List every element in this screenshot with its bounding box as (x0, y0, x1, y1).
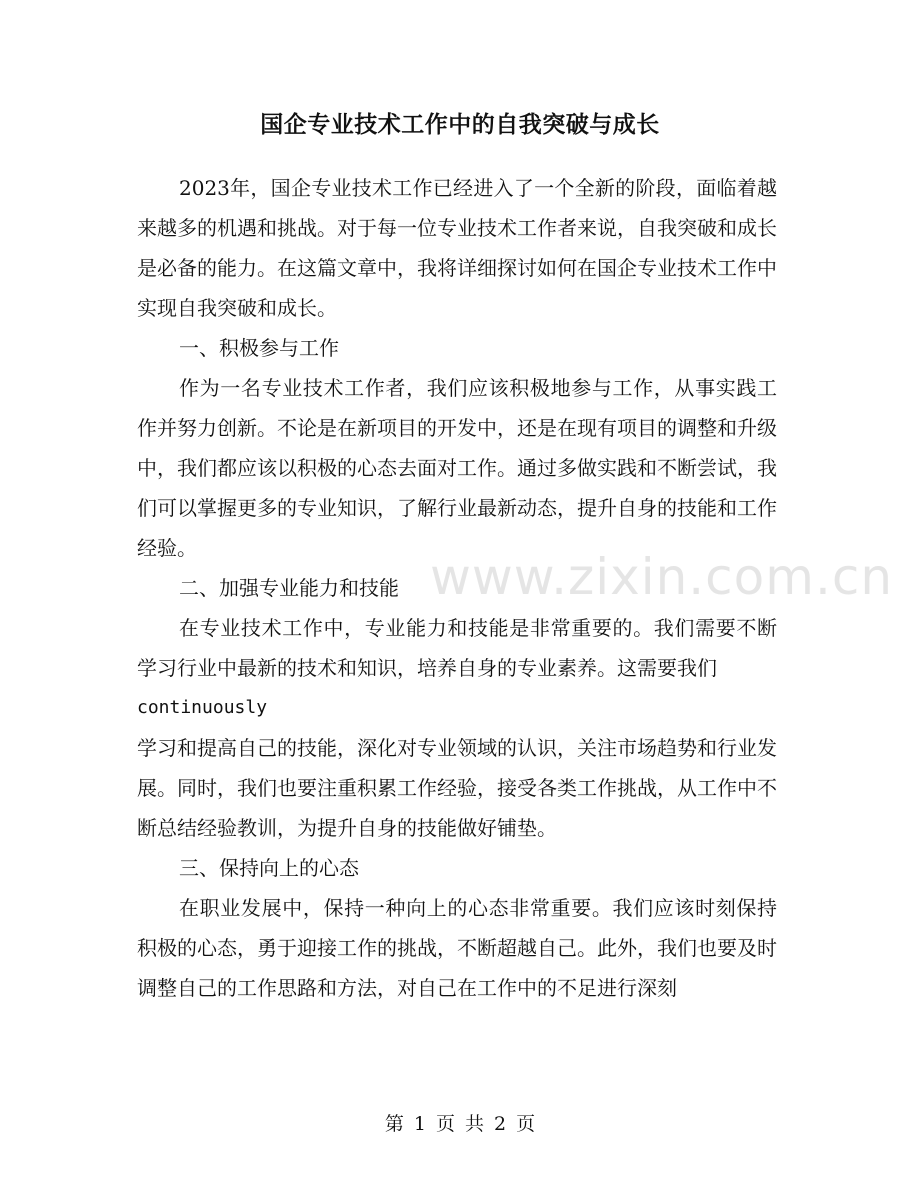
intro-paragraph: 2023年，国企专业技术工作已经进入了一个全新的阶段，面临着越来越多的机遇和挑战。对于每一位专业技术工作者来说，自我突破和成长是必备的能力。在这篇文章中，我将详细探讨如何在国企专业技术工作中实现自我突破和成长。 (137, 176, 777, 320)
section-heading-2: 二、加强专业能力和技能 (179, 576, 399, 600)
page-footer: 第 1 页 共 2 页 (384, 1113, 536, 1135)
section-3-paragraph: 在职业发展中，保持一种向上的心态非常重要。我们应该时刻保持积极的心态，勇于迎接工作的挑战，不断超越自己。此外，我们也要及时调整自己的工作思路和方法，对自己在工作中的不足进行深刻 (137, 896, 777, 1000)
section-heading-1: 一、积极参与工作 (179, 336, 339, 360)
section-1-paragraph: 作为一名专业技术工作者，我们应该积极地参与工作，从事实践工作并努力创新。不论是在新项目的开发中，还是在现有项目的调整和升级中，我们都应该以积极的心态去面对工作。通过多做实践和不断尝试，我们可以掌握更多的专业知识，了解行业最新动态，提升自身的技能和工作经验。 (137, 376, 777, 560)
section-heading-3: 三、保持向上的心态 (179, 856, 359, 880)
section-2-paragraph: 在专业技术工作中，专业能力和技能是非常重要的。我们需要不断学习行业中最新的技术和知识，培养自身的专业素养。这需要我们 (137, 616, 777, 680)
section-2-paragraph-continued: 学习和提高自己的技能，深化对专业领域的认识，关注市场趋势和行业发展。同时，我们也要注重积累工作经验，接受各类工作挑战，从工作中不断总结经验教训，为提升自身的技能做好铺垫。 (137, 736, 777, 840)
section-2-english-word: continuously (137, 697, 268, 718)
watermark: www.zixin.com.cn (430, 548, 894, 606)
document-body (137, 168, 777, 1008)
document-title: 国企专业技术工作中的自我突破与成长 (260, 112, 660, 138)
